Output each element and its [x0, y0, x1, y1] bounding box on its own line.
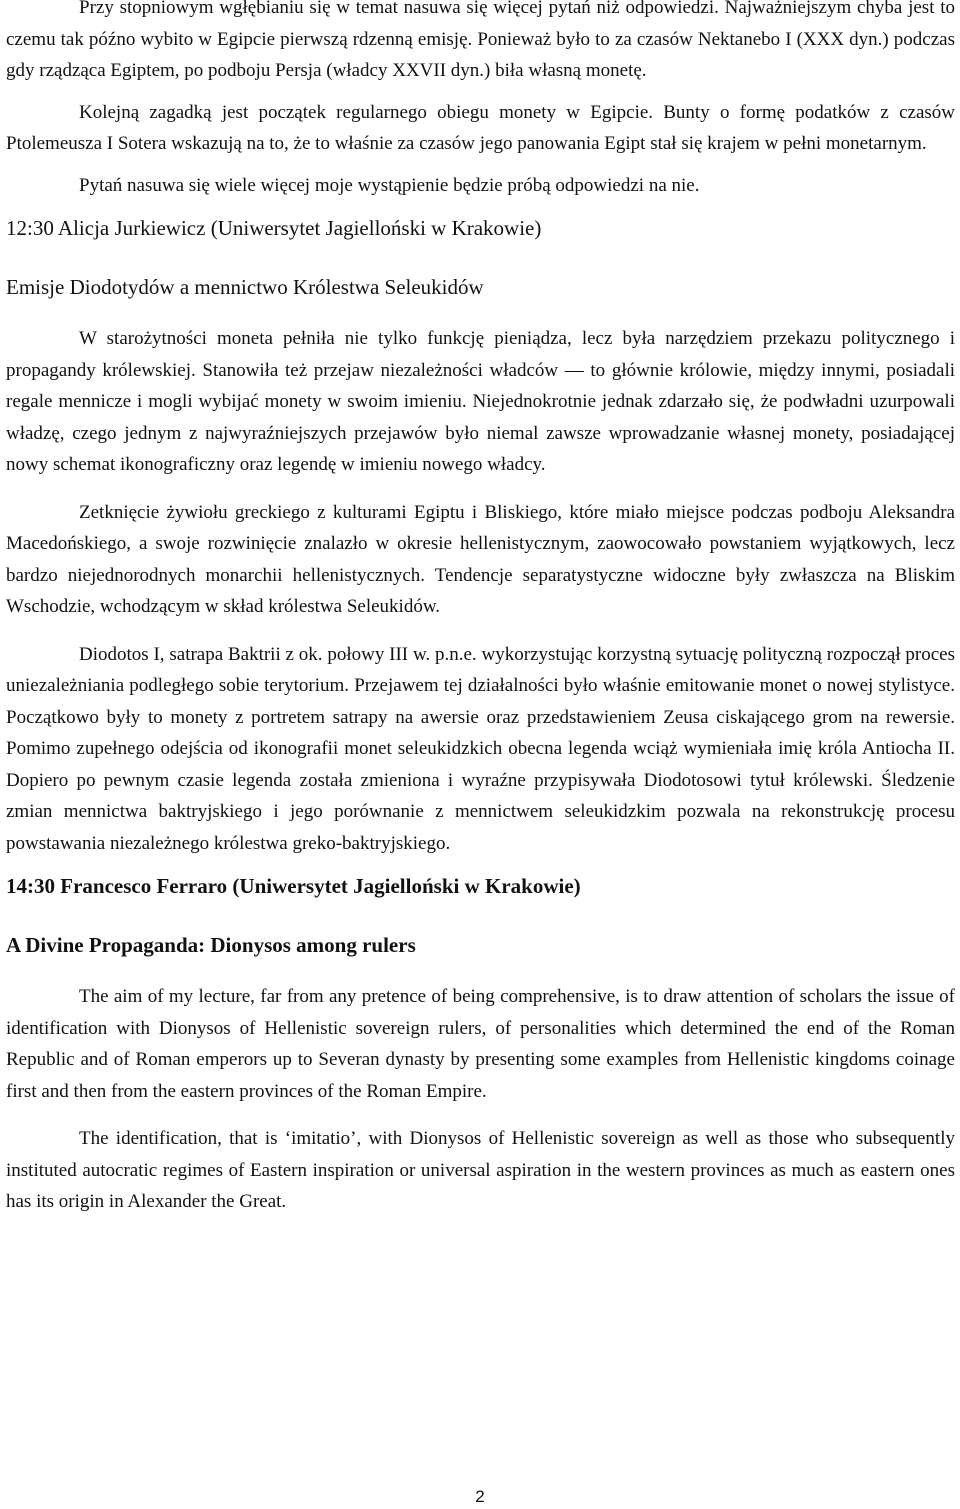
talk-heading: 14:30 Francesco Ferraro (Uniwersytet Jagielloński w Krakowie): [6, 874, 581, 898]
intro-paragraph-2: Kolejną zagadką jest początek regularnego obiegu monety w Egipcie. Bunty o formę podatków z czasów Ptolemeusza I Sotera wskazują na to, że to właśnie za czasów jego panowania Egipt stał się krajem w pełni monetarnym.: [6, 101, 955, 154]
talk-ferraro: [6, 871, 955, 1218]
intro-section: [6, 0, 955, 201]
intro-paragraph-3: Pytań nasuwa się wiele więcej moje wystąpienie będzie próbą odpowiedzi na nie.: [79, 174, 700, 196]
talk-paragraph-3: Diodotos I, satrapa Baktrii z ok. połowy III w. p.n.e. wykorzystując korzystną sytuację polityczną rozpoczął proces uniezależniania podległego sobie terytorium. Przejawem tej działalności było właśnie emitowanie monet o nowej stylistyce. Początkowo były to monety z portretem satrapy na awersie oraz przedstawieniem Zeusa ciskającego grom na rewersie. Pomimo zupełnego odejścia od ikonografii monet seleukidzkich obecna legenda wciąż wymieniała imię króla Antiocha II. Dopiero po pewnym czasie legenda została zmieniona i wyraźne przypisywała Diodotosowi tytuł królewski. Śledzenie zmian mennictwa baktryjskiego i jego porównanie z mennictwem seleukidzkim pozwala na rekonstrukcję procesu powstawania niezależnego królestwa greko-baktryjskiego.: [6, 643, 955, 854]
talk-title: Emisje Diodotydów a mennictwo Królestwa Seleukidów: [6, 275, 484, 299]
intro-paragraph-1: Przy stopniowym wgłębianiu się w temat nasuwa się więcej pytań niż odpowiedzi. Najważniejszym chyba jest to czemu tak późno wybito w Egipcie pierwszą rdzenną emisję. Ponieważ było to za czasów Nektanebo I (XXX dyn.) podczas gdy rządząca Egiptem, po podboju Persja (władcy XXVII dyn.) biła własną monetę.: [6, 0, 955, 81]
talk-paragraph-1: The aim of my lecture, far from any pretence of being comprehensive, is to draw attention of scholars the issue of identification with Dionysos of Hellenistic sovereign rulers, of personalities which determined the end of the Roman Republic and of Roman emperors up to Severan dynasty by presenting some examples from Hellenistic kingdoms coinage first and then from the eastern provinces of the Roman Empire.: [6, 986, 955, 1102]
talk-title: A Divine Propaganda: Dionysos among rulers: [6, 933, 416, 957]
talk-paragraph-1: W starożytności moneta pełniła nie tylko funkcję pieniądza, lecz była narzędziem przekazu politycznego i propagandy królewskiej. Stanowiła też przejaw niezależności władców — to głównie królowie, między innymi, posiadali regale mennicze i mogli wybijać monety w swoim imieniu. Niejednokrotnie jednak zdarzało się, że podwładni uzurpowali władzę, czego jednym z najwyraźniejszych przejawów było niemal zawsze wprowadzanie własnej monety, posiadającej nowy schemat ikonograficzny oraz legendę w imieniu nowego władcy.: [6, 328, 955, 475]
talk-heading: 12:30 Alicja Jurkiewicz (Uniwersytet Jagielloński w Krakowie): [6, 216, 542, 240]
talk-paragraph-2: Zetknięcie żywiołu greckiego z kulturami Egiptu i Bliskiego, które miało miejsce podczas podboju Aleksandra Macedońskiego, a swoje rozwinięcie znalazło w okresie hellenistycznym, zaowocowało powstaniem wyjątkowych, lecz bardzo niejednorodnych monarchii hellenistycznych. Tendencje separatystyczne widoczne były zwłaszcza na Bliskim Wschodzie, wchodzącym w skład królestwa Seleukidów.: [6, 501, 955, 617]
page-number: 2: [475, 1487, 485, 1506]
document-page: [6, 0, 955, 1218]
talk-jurkiewicz: [6, 213, 955, 859]
talk-paragraph-2: The identification, that is ‘imitatio’, with Dionysos of Hellenistic sovereign as well as those who subsequently instituted autocratic regimes of Eastern inspiration or universal aspiration in the western provinces as much as eastern ones has its origin in Alexander the Great.: [6, 1128, 955, 1212]
